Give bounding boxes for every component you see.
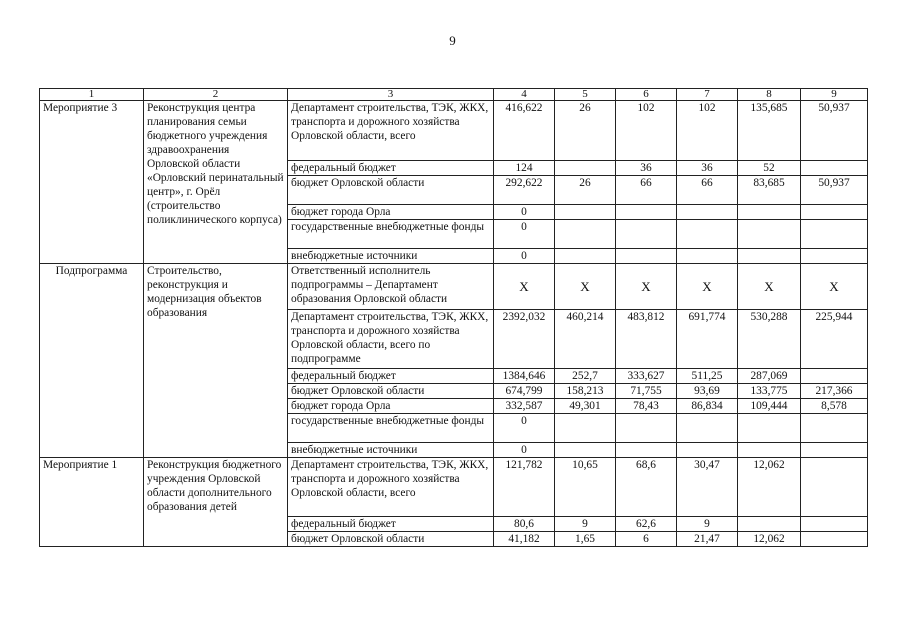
funding-source: Ответственный исполнитель подпрограммы – Департамент образования Орловской области: [288, 264, 494, 310]
value-cell: X: [555, 264, 616, 310]
value-cell: 0: [494, 220, 555, 249]
column-number-3: 3: [288, 89, 494, 101]
value-cell: [616, 205, 677, 220]
funding-source: внебюджетные источники: [288, 249, 494, 264]
value-cell: X: [801, 264, 868, 310]
event-description: Реконструкция бюджетного учреждения Орловской области дополнительного образования детей: [144, 458, 288, 547]
subprogram-label: Подпрограмма: [40, 264, 144, 458]
value-cell: [801, 249, 868, 264]
value-cell: [801, 205, 868, 220]
value-cell: 30,47: [677, 458, 738, 517]
value-cell: X: [494, 264, 555, 310]
value-cell: [801, 161, 868, 176]
value-cell: 68,6: [616, 458, 677, 517]
value-cell: [677, 414, 738, 443]
funding-source: Департамент строительства, ТЭК, ЖКХ, транспорта и дорожного хозяйства Орловской области, всего по подпрограмме: [288, 310, 494, 369]
value-cell: 62,6: [616, 517, 677, 532]
subprogram-description: Строительство, реконструкция и модернизация объектов образования: [144, 264, 288, 458]
value-cell: [801, 220, 868, 249]
value-cell: 50,937: [801, 101, 868, 161]
value-cell: [555, 414, 616, 443]
value-cell: [738, 205, 801, 220]
funding-source: бюджет Орловской области: [288, 532, 494, 547]
value-cell: X: [738, 264, 801, 310]
value-cell: [801, 443, 868, 458]
value-cell: 530,288: [738, 310, 801, 369]
value-cell: 8,578: [801, 399, 868, 414]
value-cell: 416,622: [494, 101, 555, 161]
value-cell: [801, 458, 868, 517]
value-cell: 52: [738, 161, 801, 176]
value-cell: 21,47: [677, 532, 738, 547]
value-cell: 36: [677, 161, 738, 176]
value-cell: 66: [677, 176, 738, 205]
value-cell: 287,069: [738, 369, 801, 384]
column-number-4: 4: [494, 89, 555, 101]
value-cell: 332,587: [494, 399, 555, 414]
value-cell: [801, 369, 868, 384]
value-cell: 12,062: [738, 532, 801, 547]
funding-source: бюджет города Орла: [288, 399, 494, 414]
value-cell: 1,65: [555, 532, 616, 547]
budget-table: [39, 88, 868, 547]
value-cell: 49,301: [555, 399, 616, 414]
value-cell: 1384,646: [494, 369, 555, 384]
value-cell: 26: [555, 176, 616, 205]
column-number-2: 2: [144, 89, 288, 101]
value-cell: 80,6: [494, 517, 555, 532]
value-cell: 83,685: [738, 176, 801, 205]
value-cell: 9: [555, 517, 616, 532]
value-cell: [677, 220, 738, 249]
event-label: Мероприятие 1: [40, 458, 144, 547]
value-cell: 9: [677, 517, 738, 532]
value-cell: 225,944: [801, 310, 868, 369]
event-label: Мероприятие 3: [40, 101, 144, 264]
column-number-6: 6: [616, 89, 677, 101]
value-cell: 102: [677, 101, 738, 161]
value-cell: 252,7: [555, 369, 616, 384]
value-cell: [616, 249, 677, 264]
column-number-1: 1: [40, 89, 144, 101]
value-cell: [801, 517, 868, 532]
value-cell: 109,444: [738, 399, 801, 414]
event-description: Реконструкция центра планирования семьи бюджетного учреждения здравоохранения Орловской области «Орловский перинатальный центр», г. Орёл (строительство поликлинического корпуса): [144, 101, 288, 264]
value-cell: 124: [494, 161, 555, 176]
value-cell: [616, 220, 677, 249]
value-cell: [677, 205, 738, 220]
value-cell: [616, 443, 677, 458]
value-cell: X: [677, 264, 738, 310]
value-cell: [738, 220, 801, 249]
value-cell: 158,213: [555, 384, 616, 399]
value-cell: [677, 443, 738, 458]
value-cell: 133,775: [738, 384, 801, 399]
value-cell: [738, 249, 801, 264]
value-cell: 0: [494, 249, 555, 264]
table-row: [40, 264, 868, 310]
table-header-row: [40, 89, 868, 101]
value-cell: 71,755: [616, 384, 677, 399]
funding-source: бюджет Орловской области: [288, 384, 494, 399]
value-cell: 41,182: [494, 532, 555, 547]
table-row: [40, 101, 868, 161]
value-cell: 460,214: [555, 310, 616, 369]
funding-source: федеральный бюджет: [288, 369, 494, 384]
value-cell: 135,685: [738, 101, 801, 161]
value-cell: [677, 249, 738, 264]
funding-source: внебюджетные источники: [288, 443, 494, 458]
value-cell: 93,69: [677, 384, 738, 399]
value-cell: 292,622: [494, 176, 555, 205]
value-cell: 2392,032: [494, 310, 555, 369]
value-cell: 12,062: [738, 458, 801, 517]
column-number-9: 9: [801, 89, 868, 101]
funding-source: государственные внебюджетные фонды: [288, 220, 494, 249]
value-cell: 26: [555, 101, 616, 161]
value-cell: [738, 414, 801, 443]
value-cell: [555, 249, 616, 264]
value-cell: 86,834: [677, 399, 738, 414]
value-cell: [616, 414, 677, 443]
value-cell: [555, 205, 616, 220]
value-cell: [738, 443, 801, 458]
value-cell: 66: [616, 176, 677, 205]
value-cell: 78,43: [616, 399, 677, 414]
funding-source: бюджет Орловской области: [288, 176, 494, 205]
funding-source: Департамент строительства, ТЭК, ЖКХ, транспорта и дорожного хозяйства Орловской области, всего: [288, 101, 494, 161]
value-cell: 102: [616, 101, 677, 161]
value-cell: 121,782: [494, 458, 555, 517]
value-cell: 483,812: [616, 310, 677, 369]
value-cell: [555, 220, 616, 249]
value-cell: [555, 161, 616, 176]
value-cell: X: [616, 264, 677, 310]
value-cell: 0: [494, 205, 555, 220]
value-cell: [738, 517, 801, 532]
funding-source: Департамент строительства, ТЭК, ЖКХ, транспорта и дорожного хозяйства Орловской области, всего: [288, 458, 494, 517]
value-cell: 674,799: [494, 384, 555, 399]
value-cell: [555, 443, 616, 458]
funding-source: федеральный бюджет: [288, 161, 494, 176]
value-cell: 0: [494, 414, 555, 443]
value-cell: 10,65: [555, 458, 616, 517]
funding-source: бюджет города Орла: [288, 205, 494, 220]
value-cell: 6: [616, 532, 677, 547]
column-number-7: 7: [677, 89, 738, 101]
value-cell: 36: [616, 161, 677, 176]
value-cell: [801, 532, 868, 547]
value-cell: 50,937: [801, 176, 868, 205]
funding-source: государственные внебюджетные фонды: [288, 414, 494, 443]
value-cell: [801, 414, 868, 443]
column-number-5: 5: [555, 89, 616, 101]
value-cell: 333,627: [616, 369, 677, 384]
table-row: [40, 458, 868, 517]
value-cell: 511,25: [677, 369, 738, 384]
value-cell: 0: [494, 443, 555, 458]
value-cell: 217,366: [801, 384, 868, 399]
funding-source: федеральный бюджет: [288, 517, 494, 532]
value-cell: 691,774: [677, 310, 738, 369]
column-number-8: 8: [738, 89, 801, 101]
page-number: 9: [449, 33, 456, 48]
